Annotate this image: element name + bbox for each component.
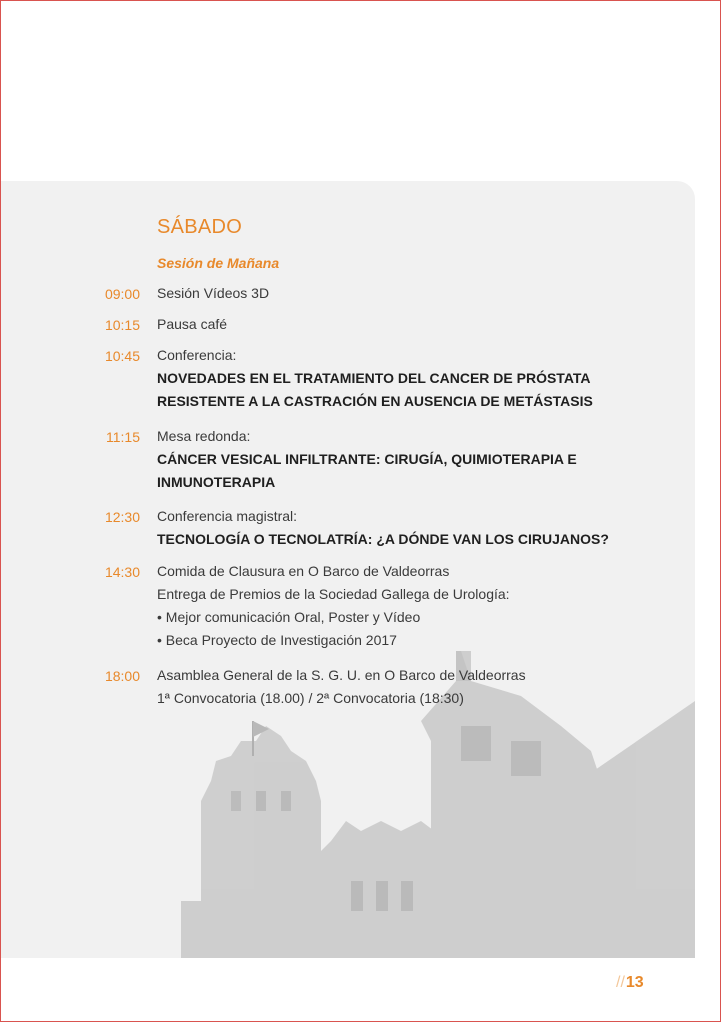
- item-title: NOVEDADES EN EL TRATAMIENTO DEL CANCER DE PRÓSTATA: [157, 370, 591, 386]
- item-title: TECNOLOGÍA O TECNOLATRÍA: ¿A DÓNDE VAN LOS CIRUJANOS?: [157, 531, 609, 547]
- page-number-value: 13: [625, 974, 644, 991]
- item-title: CÁNCER VESICAL INFILTRANTE: CIRUGÍA, QUIMIOTERAPIA E: [157, 451, 577, 467]
- time-label: 09:00: [104, 286, 140, 302]
- time-label: 12:30: [104, 509, 140, 525]
- item-text: Conferencia magistral:: [157, 508, 298, 524]
- item-body: [157, 425, 677, 494]
- item-text: Pausa café: [157, 316, 228, 332]
- item-title: INMUNOTERAPIA: [157, 474, 276, 490]
- time-label: 10:15: [104, 317, 140, 333]
- item-body: [157, 505, 677, 551]
- time-label: 14:30: [104, 564, 140, 580]
- item-text: Comida de Clausura en O Barco de Valdeorras: [157, 563, 450, 579]
- time-label: 11:15: [106, 429, 140, 445]
- list-item: • Mejor comunicación Oral, Poster y Vídeo: [157, 609, 421, 625]
- page-number-mark: //: [616, 974, 625, 991]
- item-body: [157, 560, 677, 652]
- item-title: RESISTENTE A LA CASTRACIÓN EN AUSENCIA DE METÁSTASIS: [157, 393, 593, 409]
- day-heading: SÁBADO: [157, 216, 243, 238]
- time-label: 10:45: [104, 348, 140, 364]
- item-body: [157, 282, 677, 305]
- item-body: [157, 344, 677, 413]
- item-text: 1ª Convocatoria (18.00) / 2ª Convocatoria (18:30): [157, 690, 464, 706]
- item-text: Mesa redonda:: [157, 428, 251, 444]
- item-text: Asamblea General de la S. G. U. en O Barco de Valdeorras: [157, 667, 526, 683]
- item-text: Entrega de Premios de la Sociedad Gallega de Urología:: [157, 586, 510, 602]
- page-number: [616, 974, 644, 992]
- session-heading: Sesión de Mañana: [157, 255, 280, 271]
- list-item: • Beca Proyecto de Investigación 2017: [157, 632, 397, 648]
- item-text: Sesión Vídeos 3D: [157, 285, 270, 301]
- time-label: 18:00: [104, 668, 140, 684]
- item-body: [157, 664, 677, 710]
- item-body: [157, 313, 677, 336]
- item-text: Conferencia:: [157, 347, 237, 363]
